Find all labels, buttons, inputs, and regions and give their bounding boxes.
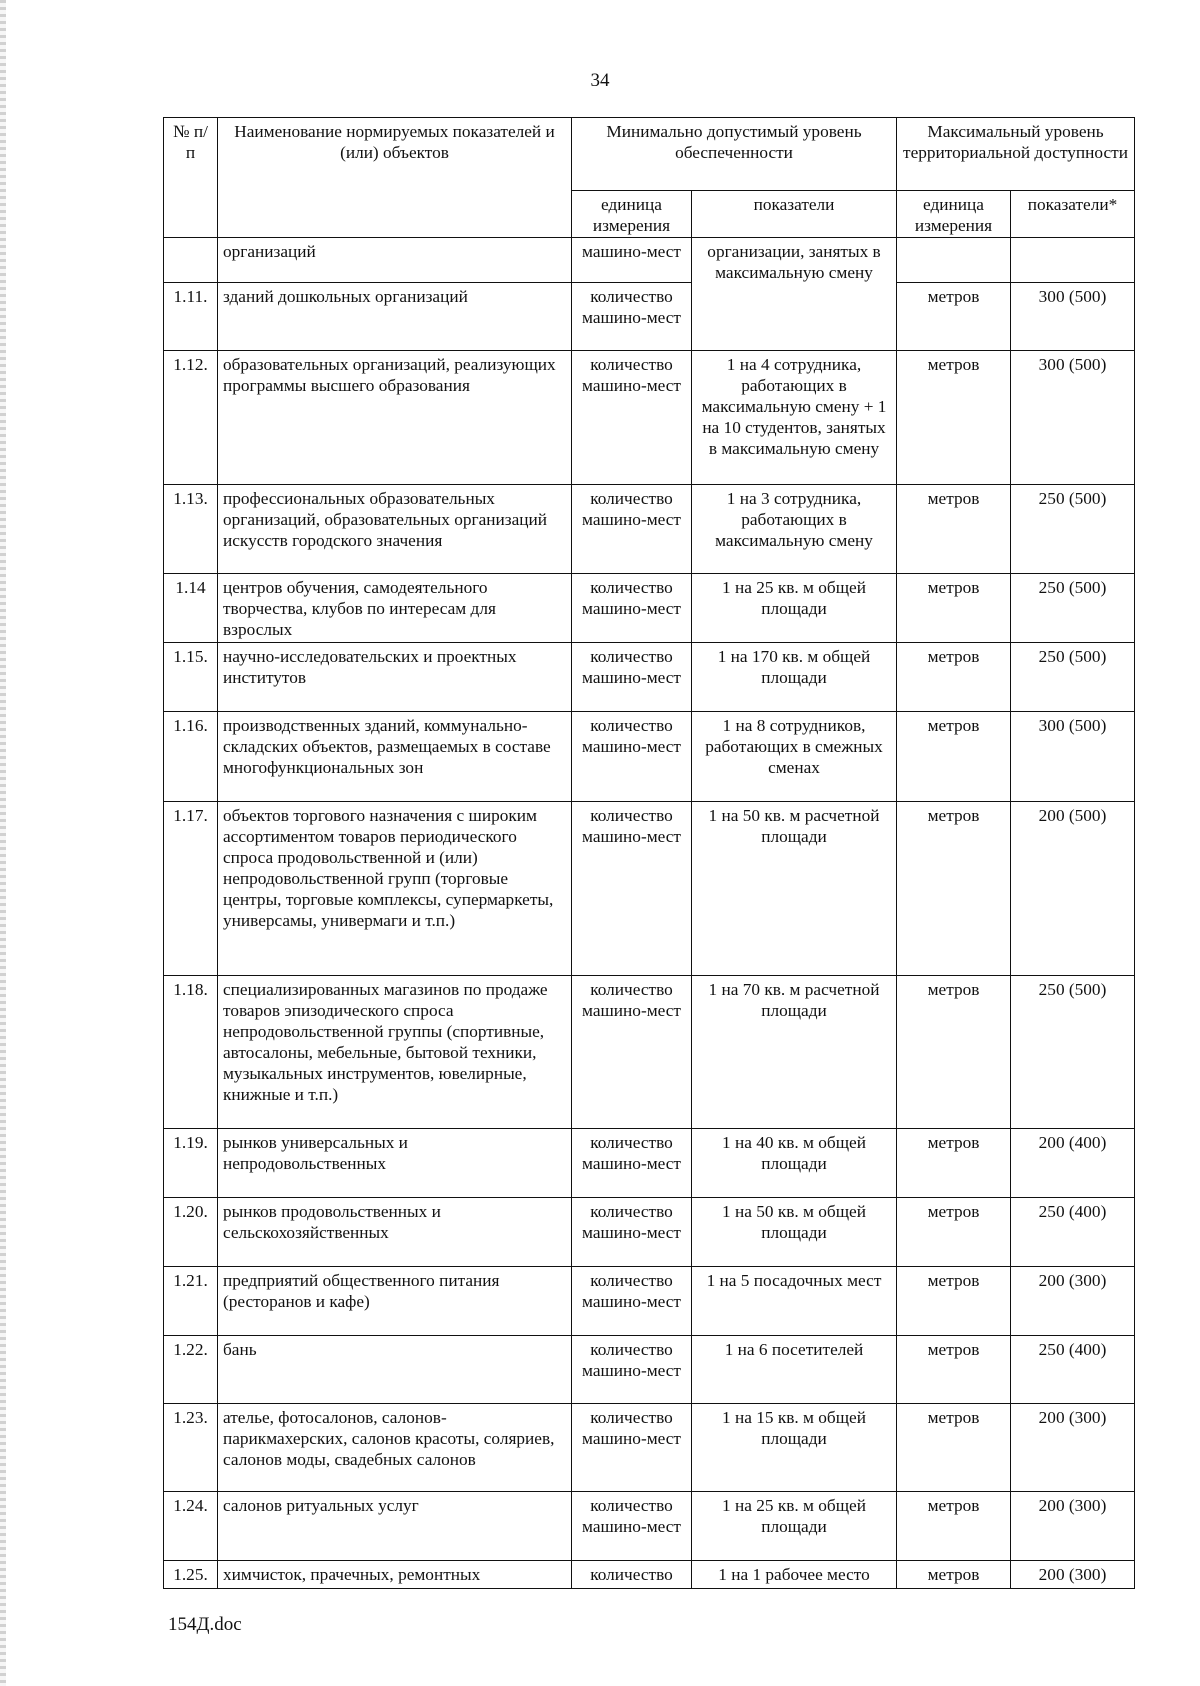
header-max-unit: единица измерения <box>897 191 1011 238</box>
row-name: салонов ритуальных услуг <box>218 1492 572 1561</box>
row-name: химчисток, прачечных, ремонтных <box>218 1561 572 1589</box>
row-max-unit: метров <box>897 1404 1011 1492</box>
row-max-unit: метров <box>897 1267 1011 1336</box>
row-num: 1.11. <box>164 283 218 351</box>
header-name: Наименование нормируемых показателей и (или) объектов <box>218 118 572 238</box>
row-value: 1 на 25 кв. м общей площади <box>692 574 897 643</box>
row-max-value: 200 (500) <box>1011 802 1135 976</box>
row-max-unit <box>897 238 1011 283</box>
row-num: 1.21. <box>164 1267 218 1336</box>
row-name: специализированных магазинов по продаже товаров эпизодического спроса непродовольственной группы (спортивные, автосалоны, мебельные, бытовой техники, музыкальных инструментов, ювелирные, книжные и т.п.) <box>218 976 572 1129</box>
row-name: рынков продовольственных и сельскохозяйственных <box>218 1198 572 1267</box>
table-row <box>164 802 1135 976</box>
row-max-value: 200 (300) <box>1011 1492 1135 1561</box>
row-unit: количество машино-мест <box>572 1336 692 1404</box>
header-min-value: показатели <box>692 191 897 238</box>
row-unit: количество машино-мест <box>572 283 692 351</box>
row-max-value: 250 (500) <box>1011 574 1135 643</box>
row-num: 1.12. <box>164 351 218 485</box>
row-name: образовательных организаций, реализующих программы высшего образования <box>218 351 572 485</box>
row-unit: количество машино-мест <box>572 351 692 485</box>
table-row <box>164 643 1135 712</box>
row-max-value: 200 (400) <box>1011 1129 1135 1198</box>
table-row <box>164 1492 1135 1561</box>
table-row <box>164 485 1135 574</box>
row-value: 1 на 5 посадочных мест <box>692 1267 897 1336</box>
row-max-value: 250 (400) <box>1011 1336 1135 1404</box>
row-max-unit: метров <box>897 485 1011 574</box>
row-unit: количество машино-мест <box>572 976 692 1129</box>
row-name: производственных зданий, коммунально-складских объектов, размещаемых в составе многофункциональных зон <box>218 712 572 802</box>
row-value: 1 на 70 кв. м расчетной площади <box>692 976 897 1129</box>
row-unit: количество машино-мест <box>572 643 692 712</box>
row-value: 1 на 6 посетителей <box>692 1336 897 1404</box>
row-num: 1.16. <box>164 712 218 802</box>
row-max-unit: метров <box>897 1561 1011 1589</box>
row-unit: количество машино-мест <box>572 1267 692 1336</box>
row-max-unit: метров <box>897 1336 1011 1404</box>
row-num: 1.15. <box>164 643 218 712</box>
header-min-unit: единица измерения <box>572 191 692 238</box>
row-max-value: 250 (400) <box>1011 1198 1135 1267</box>
footer-filename: 154Д.doc <box>168 1614 242 1635</box>
row-max-unit: метров <box>897 802 1011 976</box>
row-max-unit: метров <box>897 1198 1011 1267</box>
row-value: 1 на 4 сотрудника, работающих в максимальную смену + 1 на 10 студентов, занятых в максимальную смену <box>692 351 897 485</box>
table-row <box>164 712 1135 802</box>
table-row <box>164 283 1135 351</box>
row-num: 1.13. <box>164 485 218 574</box>
row-max-unit: метров <box>897 574 1011 643</box>
norms-table <box>163 117 1135 1589</box>
row-max-value: 200 (300) <box>1011 1561 1135 1589</box>
row-value: 1 на 50 кв. м расчетной площади <box>692 802 897 976</box>
row-name: центров обучения, самодеятельного творчества, клубов по интересам для взрослых <box>218 574 572 643</box>
row-name: профессиональных образовательных организаций, образовательных организаций искусств городского значения <box>218 485 572 574</box>
row-name: ателье, фотосалонов, салонов-парикмахерских, салонов красоты, соляриев, салонов моды, свадебных салонов <box>218 1404 572 1492</box>
row-unit: количество машино-мест <box>572 1404 692 1492</box>
row-max-value: 250 (500) <box>1011 976 1135 1129</box>
row-name: объектов торгового назначения с широким ассортиментом товаров периодического спроса продовольственной и (или) непродовольственной групп (торговые центры, торговые комплексы, супермаркеты, универсамы, универмаги и т.п.) <box>218 802 572 976</box>
row-unit: количество машино-мест <box>572 574 692 643</box>
row-max-value: 300 (500) <box>1011 351 1135 485</box>
row-max-value: 300 (500) <box>1011 283 1135 351</box>
row-max-value: 200 (300) <box>1011 1404 1135 1492</box>
row-unit: количество машино-мест <box>572 1198 692 1267</box>
row-value: 1 на 3 сотрудника, работающих в максимальную смену <box>692 485 897 574</box>
row-max-value: 200 (300) <box>1011 1267 1135 1336</box>
row-unit: количество машино-мест <box>572 1129 692 1198</box>
table-row <box>164 1404 1135 1492</box>
row-num: 1.19. <box>164 1129 218 1198</box>
row-value: 1 на 1 рабочее место <box>692 1561 897 1589</box>
row-num: 1.24. <box>164 1492 218 1561</box>
row-value: 1 на 50 кв. м общей площади <box>692 1198 897 1267</box>
row-num: 1.22. <box>164 1336 218 1404</box>
row-unit: количество машино-мест <box>572 712 692 802</box>
table-row <box>164 976 1135 1129</box>
scan-edge <box>0 0 6 1686</box>
page-number: 34 <box>590 70 610 91</box>
row-name: предприятий общественного питания (ресторанов и кафе) <box>218 1267 572 1336</box>
table-row <box>164 574 1135 643</box>
row-num: 1.25. <box>164 1561 218 1589</box>
row-value: 1 на 8 сотрудников, работающих в смежных сменах <box>692 712 897 802</box>
row-max-unit: метров <box>897 976 1011 1129</box>
row-max-value: 250 (500) <box>1011 485 1135 574</box>
table-row <box>164 1336 1135 1404</box>
table-row <box>164 1198 1135 1267</box>
row-max-value <box>1011 238 1135 283</box>
row-name: научно-исследовательских и проектных институтов <box>218 643 572 712</box>
row-num: 1.14 <box>164 574 218 643</box>
header-max-level: Максимальный уровень территориальной доступности <box>897 118 1135 191</box>
row-num: 1.17. <box>164 802 218 976</box>
table-row <box>164 1129 1135 1198</box>
row-max-value: 300 (500) <box>1011 712 1135 802</box>
row-num: 1.20. <box>164 1198 218 1267</box>
row-max-unit: метров <box>897 351 1011 485</box>
row-unit: машино-мест <box>572 238 692 283</box>
row-max-value: 250 (500) <box>1011 643 1135 712</box>
row-unit: количество машино-мест <box>572 802 692 976</box>
header-min-level: Минимально допустимый уровень обеспеченности <box>572 118 897 191</box>
table-row <box>164 1561 1135 1589</box>
row-max-unit: метров <box>897 712 1011 802</box>
row-value: организации, занятых в максимальную смену <box>692 238 897 351</box>
row-name: организаций <box>218 238 572 283</box>
row-unit: количество машино-мест <box>572 1492 692 1561</box>
row-max-unit: метров <box>897 1492 1011 1561</box>
row-value: 1 на 15 кв. м общей площади <box>692 1404 897 1492</box>
row-num <box>164 238 218 283</box>
row-num: 1.23. <box>164 1404 218 1492</box>
row-max-unit: метров <box>897 1129 1011 1198</box>
row-name: бань <box>218 1336 572 1404</box>
table-row <box>164 1267 1135 1336</box>
row-max-unit: метров <box>897 283 1011 351</box>
table-row <box>164 238 1135 283</box>
row-max-unit: метров <box>897 643 1011 712</box>
header-num: № п/п <box>164 118 218 238</box>
row-unit: количество <box>572 1561 692 1589</box>
row-num: 1.18. <box>164 976 218 1129</box>
table-row <box>164 351 1135 485</box>
row-value: 1 на 40 кв. м общей площади <box>692 1129 897 1198</box>
header-max-value: показатели* <box>1011 191 1135 238</box>
row-value: 1 на 25 кв. м общей площади <box>692 1492 897 1561</box>
row-value: 1 на 170 кв. м общей площади <box>692 643 897 712</box>
row-name: рынков универсальных и непродовольственных <box>218 1129 572 1198</box>
row-unit: количество машино-мест <box>572 485 692 574</box>
row-name: зданий дошкольных организаций <box>218 283 572 351</box>
